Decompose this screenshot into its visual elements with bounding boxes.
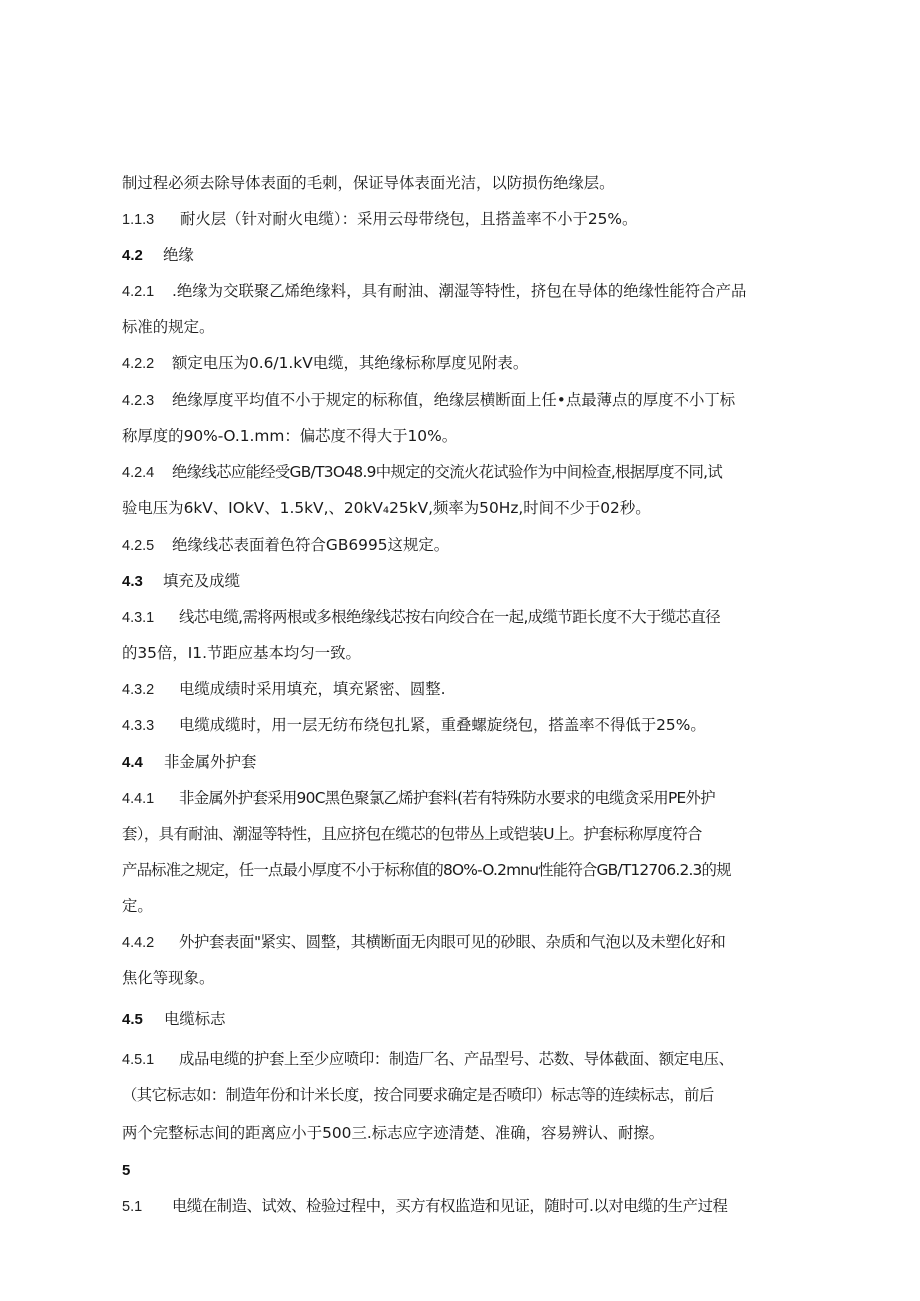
clause-number: 5.1 [122,1199,143,1215]
clause-text: 成品电缆的护套上至少应喷印：制造厂名、产品型号、芯数、导体截面、额定电压、 [179,1050,734,1068]
section-4-4-heading [122,752,812,773]
clause-text: 电缆成缆时，用一层无纺布绕包扎紧，重叠螺旋绕包，搭盖率不得低于25%。 [179,716,706,734]
clause-4-2-3-continued: 称厚度的90%-O.1.mm：偏芯度不得大于10%。 [122,427,458,445]
clause-4-5-1-continued: 两个完整标志间的距离应小于500三.标志应字迹清楚、准确，容易辨认、耐擦。 [122,1124,665,1142]
clause-number: 4.4.2 [122,935,155,951]
clause-text: 绝缘厚度平均值不小于规定的标称值，绝缘层横断面上任•点最薄点的厚度不小丁标 [172,391,736,409]
clause-4-5-1-continued: （其它标志如：制造年份和计米长度，按合同要求确定是否喷印）标志等的连续标志，前后 [122,1086,714,1104]
clause-4-2-5 [122,535,812,556]
section-title: 电缆标志 [164,1010,226,1028]
clause-text: 绝缘线芯应能经受GB/T3O48.9中规定的交流火花试验作为中间检查,根据厚度不同,试 [172,463,723,481]
section-number: 5 [122,1162,131,1179]
clause-text: .绝缘为交联聚乙烯绝缘料，具有耐油、潮湿等特性，挤包在导体的绝缘性能符合产品 [172,282,747,300]
clause-text: 电缆成绩时采用填充，填充紧密、圆整. [179,680,446,698]
section-title: 填充及成缆 [163,572,240,590]
clause-4-2-4-continued: 验电压为6kV、IOkV、1.5kV,、20kV₄25kV,频率为50Hz,时间不少于02秒。 [122,499,651,517]
clause-5-1 [122,1196,812,1217]
clause-text: 电缆在制造、试效、检验过程中，买方有权监造和见证，随时可.以对电缆的生产过程 [172,1197,728,1215]
clause-number: 1.1.3 [122,212,155,228]
paragraph-line: 制过程必须去除导体表面的毛刺，保证导体表面光洁，以防损伤绝缘层。 [122,174,615,192]
section-4-3-heading [122,571,812,592]
clause-number: 4.3.2 [122,682,155,698]
clause-number: 4.2.1 [122,284,155,300]
clause-4-4-2 [122,932,812,953]
clause-4-4-2-continued: 焦化等现象。 [122,969,215,987]
clause-text: 非金属外护套采用90C黑色聚氯乙烯护套料(若有特殊防水要求的电缆贪采用PE外护 [179,789,715,807]
clause-4-3-3 [122,715,812,736]
section-number: 4.5 [122,1011,143,1028]
clause-number: 4.2.5 [122,538,155,554]
clause-text: 额定电压为0.6/1.kV电缆，其绝缘标称厚度见附表。 [172,354,529,372]
clause-text: 线芯电缆,需将两根或多根绝缘线芯按右向绞合在一起,成缆节距长度不大于缆芯直径 [179,608,721,626]
section-title: 非金属外护套 [164,753,257,771]
section-4-5-heading [122,1009,812,1030]
clause-text: 外护套表面"紧实、圆整，其横断面无肉眼可见的砂眼、杂质和气泡以及未塑化好和 [179,933,726,951]
section-number: 4.4 [122,754,143,771]
clause-4-2-3 [122,390,812,411]
clause-text: 耐火层（针对耐火电缆）：采用云母带绕包，且搭盖率不小于25%。 [180,210,638,228]
clause-number: 4.4.1 [122,791,155,807]
clause-4-2-1-continued: 标准的规定。 [122,318,215,336]
section-number: 4.2 [122,247,143,264]
clause-4-2-1 [122,281,812,302]
clause-4-4-1-continued: 产品标准之规定，任一点最小厚度不小于标称值的8O%-O.2mnu性能符合GB/T12706.2.3的规 [122,861,731,879]
clause-number: 4.3.3 [122,718,155,734]
clause-4-4-1-continued: 套），具有耐油、潮湿等特性，且应挤包在缆芯的包带丛上或铠装U上。护套标称厚度符合 [122,825,702,843]
clause-text: 绝缘线芯表面着色符合GB6995这规定。 [172,536,450,554]
clause-4-2-4 [122,462,812,483]
clause-number: 4.2.4 [122,465,155,481]
clause-number: 4.3.1 [122,610,155,626]
section-5-heading [122,1160,812,1181]
clause-4-5-1 [122,1049,812,1070]
clause-number: 4.2.3 [122,393,155,409]
clause-number: 4.2.2 [122,356,155,372]
clause-1-1-3 [122,209,812,230]
clause-number: 4.5.1 [122,1052,155,1068]
section-4-2-heading [122,245,812,266]
clause-4-4-1 [122,788,812,809]
clause-4-3-1-continued: 的35倍，I1.节距应基本均匀一致。 [122,644,361,662]
section-number: 4.3 [122,573,143,590]
clause-4-4-1-continued: 定。 [122,897,153,915]
section-title: 绝缘 [163,246,194,264]
clause-4-3-1 [122,607,812,628]
clause-4-3-2 [122,679,812,700]
clause-4-2-2 [122,353,812,374]
